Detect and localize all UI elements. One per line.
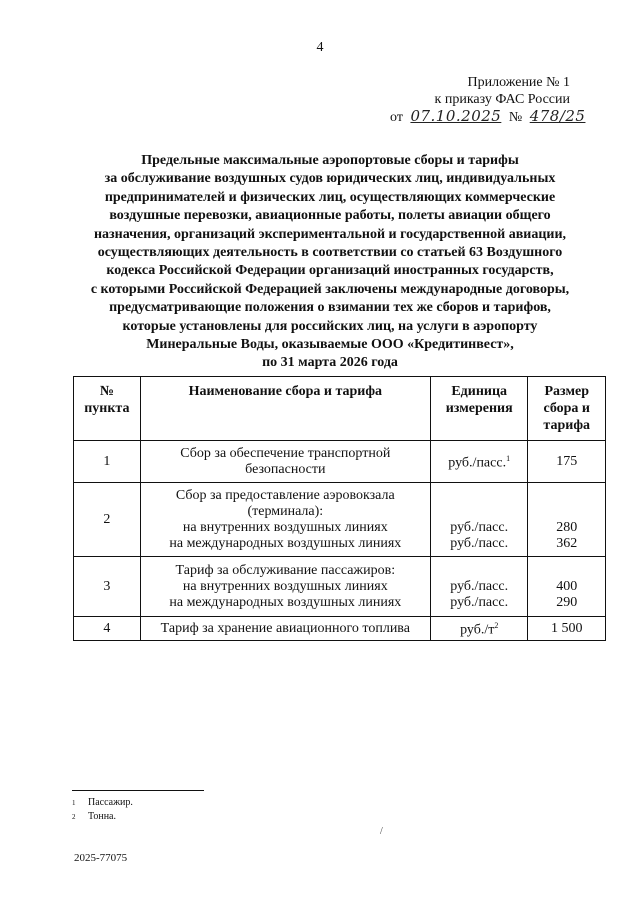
heading-line: предпринимателей и физических лиц, осуществляющих коммерческие (104, 189, 556, 205)
heading-line: осуществляющих деятельность в соответствии со статьей 63 Воздушного (97, 245, 563, 261)
cell-name-line: безопасности (245, 461, 326, 477)
value-text: 290 (556, 594, 578, 610)
document-code: 2025-77075 (74, 852, 128, 864)
heading-line: за обслуживание воздушных судов юридических лиц, индивидуальных (104, 171, 556, 187)
cell-number: 2 (74, 483, 141, 557)
cell-value: 175 (528, 441, 606, 483)
header-number (74, 377, 141, 441)
spacer (434, 563, 525, 579)
spacer (434, 488, 525, 504)
footnotes (72, 796, 133, 824)
spacer (531, 488, 602, 504)
header-size (528, 377, 606, 441)
cell-number: 4 (74, 617, 141, 641)
date-prefix: от (390, 110, 403, 125)
cell-unit (430, 483, 528, 557)
spacer (434, 504, 525, 520)
page-number: 4 (316, 40, 324, 55)
header-size-line: Размер (544, 384, 589, 399)
table-row (74, 557, 606, 617)
header-number-line: № (99, 384, 114, 399)
footnote-text: Пассажир. (88, 797, 133, 808)
unit-text: руб./пасс. (450, 519, 509, 535)
table-row (74, 441, 606, 483)
header-size-line: тарифа (543, 418, 591, 433)
header-number-line: пункта (84, 401, 130, 416)
spacer (531, 504, 602, 520)
footnote-divider (72, 790, 204, 791)
cell-unit (430, 441, 528, 483)
heading-line: назначения, организаций экспериментальной и государственной авиации, (93, 226, 567, 242)
header-size-line: сбора и (543, 401, 590, 416)
number-prefix: № (508, 110, 523, 125)
cell-name (140, 483, 430, 557)
cell-name (140, 441, 430, 483)
cell-number: 1 (74, 441, 141, 483)
cell-value (528, 557, 606, 617)
header-unit-line: Единица (451, 384, 508, 399)
appendix-order: к приказу ФАС России (434, 92, 570, 107)
heading-line: с которыми Российской Федерацией заключены международные договоры, (90, 281, 570, 297)
unit-text: руб./т (460, 622, 495, 638)
footnote-marker: 2 (72, 813, 76, 821)
stray-pen-mark: / (380, 826, 383, 837)
footnote-text: Тонна. (88, 811, 116, 822)
header-name: Наименование сбора и тарифа (140, 377, 430, 441)
heading-line: Минеральные Воды, оказываемые ООО «Кредитинвест», (146, 337, 514, 353)
cell-value: 1 500 (528, 617, 606, 641)
handwritten-date: 07.10.2025 (410, 107, 502, 125)
heading-line: предусматривающие положения о взимании тех же сборов и тарифов, (109, 300, 551, 316)
value-text: 362 (556, 535, 578, 551)
heading-line: кодекса Российской Федерации организаций иностранных государств, (106, 263, 554, 279)
unit-text: руб./пасс. (450, 578, 509, 594)
value-text: 400 (556, 578, 578, 594)
footnote-item (72, 810, 133, 824)
heading-line: Предельные максимальные аэропортовые сборы и тарифы (141, 153, 519, 168)
appendix-date-number (390, 107, 586, 126)
heading-line: которые установлены для российских лиц, на услуги в аэропорту (122, 318, 538, 334)
cell-unit (430, 557, 528, 617)
appendix-title: Приложение № 1 (467, 75, 570, 90)
cell-name-line: на международных воздушных линиях (169, 535, 402, 551)
unit-text: руб./пасс. (450, 594, 509, 610)
cell-name-line: Сбор за обеспечение транспортной (180, 445, 391, 461)
unit-text: руб./пасс. (450, 535, 509, 551)
heading-line: воздушные перевозки, авиационные работы, полеты авиации общего (109, 208, 551, 224)
handwritten-number: 478/25 (529, 107, 586, 125)
cell-name-line: на международных воздушных линиях (169, 594, 402, 610)
document-heading (60, 152, 600, 373)
table-row (74, 483, 606, 557)
cell-name-line: Тариф за обслуживание пассажиров: (175, 562, 396, 578)
cell-number: 3 (74, 557, 141, 617)
cell-name (140, 557, 430, 617)
cell-name-line: (терминала): (247, 503, 324, 519)
header-unit-line: измерения (445, 401, 513, 416)
header-unit (430, 377, 528, 441)
cell-unit (430, 617, 528, 641)
heading-line: по 31 марта 2026 года (262, 355, 398, 371)
cell-name-line: на внутренних воздушных линиях (182, 519, 388, 535)
cell-name-line: на внутренних воздушных линиях (182, 578, 388, 594)
value-text: 280 (556, 519, 578, 535)
footnote-item (72, 796, 133, 810)
cell-value (528, 483, 606, 557)
footnote-ref: 2 (494, 621, 499, 631)
table-row (74, 617, 606, 641)
appendix-block (390, 74, 586, 126)
footnote-ref: 1 (506, 454, 511, 464)
cell-name: Тариф за хранение авиационного топлива (140, 617, 430, 641)
table-header-row (74, 377, 606, 441)
footnote-marker: 1 (72, 799, 76, 807)
spacer (531, 563, 602, 579)
unit-text: руб./пасс. (448, 455, 507, 471)
fees-table (73, 376, 606, 641)
cell-name-line: Сбор за предоставление аэровокзала (175, 487, 395, 503)
